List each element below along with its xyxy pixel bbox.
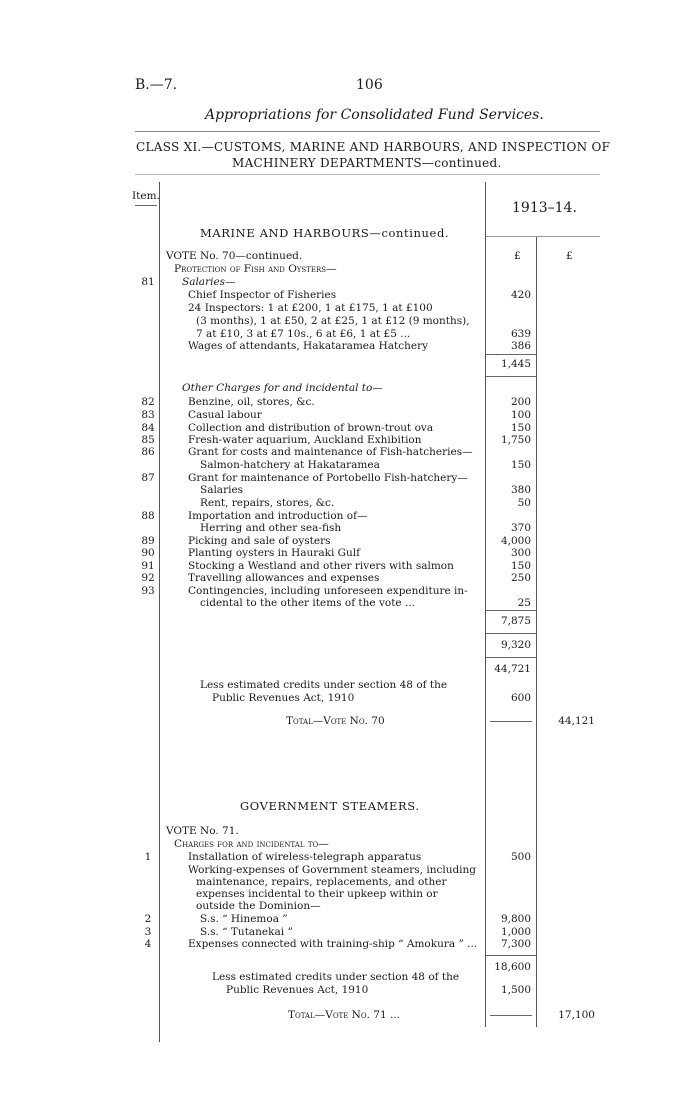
year-header-rule (486, 236, 600, 237)
line-item-amount: 100 (510, 409, 531, 421)
line-item-amount: 639 (510, 328, 531, 340)
item-header-rule (135, 205, 157, 206)
line-item-text: Working-expenses of Government steamers, including (188, 864, 477, 876)
line-item-amount: 4,000 (500, 535, 531, 547)
page-number: 106 (356, 77, 383, 93)
line-item-text: (3 months), 1 at £50, 2 at £25, 1 at £12 (9 months), (196, 315, 470, 327)
line-item-text: Grant for maintenance of Portobello Fish-hatchery— (188, 472, 468, 484)
vote-70-heading: VOTE No. 70—continued. (166, 250, 303, 262)
line-item-amount: 500 (510, 851, 531, 863)
amount-column-rule (485, 182, 486, 1027)
item-number: 90 (141, 547, 155, 559)
line-item-text: Picking and sale of oysters (188, 535, 331, 547)
line-item-amount: 1,000 (500, 926, 531, 938)
item-number: 85 (141, 434, 155, 446)
line-item-amount: 250 (510, 572, 531, 584)
line-item-text: S.s. “ Hinemoa ” (200, 913, 288, 925)
item-number: 4 (144, 938, 152, 950)
other-charges-subheading: Other Charges for and incidental to— (182, 382, 383, 394)
item-number: 88 (141, 510, 155, 522)
item-number: 2 (144, 913, 152, 925)
line-item-amount: 1,750 (500, 434, 531, 446)
item-number: 83 (141, 409, 155, 421)
total-column-rule (536, 236, 537, 1027)
steamers-less-credits-amount: 1,500 (500, 984, 531, 996)
document-reference: B.—7. (135, 77, 178, 93)
subtotal-rule (486, 657, 536, 658)
subtotal-rule (486, 633, 536, 634)
vote-70-total-label: Total—Vote No. 70 (286, 715, 385, 727)
subtotal-rule (486, 610, 536, 611)
item-column-header: Item. (132, 190, 160, 202)
fish-oysters-subheading: Protection of Fish and Oysters— (174, 263, 337, 275)
vote-71-heading: VOTE No. 71. (166, 825, 239, 837)
item-number: 86 (141, 446, 155, 458)
year-column-header: 1913–14. (512, 200, 577, 216)
line-item-text: Grant for costs and maintenance of Fish-hatcheries— (188, 446, 473, 458)
vote-70-total-amount: 44,121 (558, 715, 595, 727)
gross-total: 44,721 (494, 663, 531, 675)
salaries-subtotal: 1,445 (500, 358, 531, 370)
subtotal-rule (486, 955, 536, 956)
line-item-text: cidental to the other items of the vote ... (200, 597, 415, 609)
less-credits-line1: Less estimated credits under section 48 of the (200, 679, 448, 691)
item-number: 82 (141, 396, 155, 408)
line-item-text: maintenance, repairs, replacements, and other (196, 876, 447, 888)
line-item-amount: 25 (517, 597, 531, 609)
less-credits-line2: Public Revenues Act, 1910 (212, 692, 355, 704)
steamers-subheading: Charges for and incidental to— (174, 838, 329, 850)
line-item-text: Wages of attendants, Hakataramea Hatchery (188, 340, 429, 352)
subtotal-rule (486, 354, 536, 355)
line-item-text: Expenses connected with training-ship “ Amokura ” ... (188, 938, 478, 950)
item-number: 89 (141, 535, 155, 547)
line-item-text: Installation of wireless-telegraph apparatus (188, 851, 422, 863)
line-item-amount: 50 (517, 497, 531, 509)
line-item-amount: 370 (510, 522, 531, 534)
salaries-subheading: Salaries— (182, 276, 236, 288)
steamers-subtotal: 18,600 (494, 961, 531, 973)
class-heading-line2: MACHINERY DEPARTMENTS—continued. (232, 156, 502, 170)
line-item-amount: 380 (510, 484, 531, 496)
vote-71-total-label: Total—Vote No. 71 ... (288, 1009, 400, 1021)
page-title: Appropriations for Consolidated Fund Services. (205, 107, 544, 123)
item-number: 92 (141, 572, 155, 584)
line-item-amount: 150 (510, 422, 531, 434)
line-item-text: Salmon-hatchery at Hakataramea (200, 459, 380, 471)
line-item-text: 24 Inspectors: 1 at £200, 1 at £175, 1 at £100 (188, 302, 433, 314)
subtotal-rule (486, 376, 536, 377)
pound-sign-total: £ (566, 250, 573, 262)
item-number: 81 (141, 276, 155, 288)
line-item-text: Travelling allowances and expenses (188, 572, 380, 584)
item-number: 1 (144, 851, 152, 863)
line-item-amount: 150 (510, 459, 531, 471)
line-item-amount: 7,300 (500, 938, 531, 950)
line-item-text: 7 at £10, 3 at £7 10s., 6 at £6, 1 at £5 ... (196, 328, 411, 340)
line-item-text: Planting oysters in Hauraki Gulf (188, 547, 361, 559)
line-item-text: Chief Inspector of Fisheries (188, 289, 337, 301)
line-item-text: outside the Dominion— (196, 900, 321, 912)
less-credits-amount: 600 (510, 692, 531, 704)
line-item-text: Contingencies, including unforeseen expenditure in- (188, 585, 468, 597)
line-item-text: expenses incidental to their upkeep within or (196, 888, 438, 900)
line-item-text: Stocking a Westland and other rivers with salmon (188, 560, 454, 572)
line-item-amount: 200 (510, 396, 531, 408)
item-number: 87 (141, 472, 155, 484)
section-heading-marine: MARINE AND HARBOURS—continued. (200, 226, 450, 240)
line-item-amount: 420 (510, 289, 531, 301)
item-number: 3 (144, 926, 152, 938)
section-heading-steamers: GOVERNMENT STEAMERS. (240, 799, 420, 813)
vote-71-total-amount: 17,100 (558, 1009, 595, 1021)
total-rule (490, 721, 532, 722)
line-item-text: Casual labour (188, 409, 262, 421)
combined-subtotal: 9,320 (500, 639, 531, 651)
line-item-text: S.s. “ Tutanekai ” (200, 926, 293, 938)
other-charges-subtotal: 7,875 (500, 615, 531, 627)
line-item-text: Benzine, oil, stores, &c. (188, 396, 315, 408)
line-item-amount: 300 (510, 547, 531, 559)
line-item-amount: 150 (510, 560, 531, 572)
line-item-text: Fresh-water aquarium, Auckland Exhibition (188, 434, 422, 446)
line-item-text: Salaries (200, 484, 244, 496)
item-number: 91 (141, 560, 155, 572)
steamers-less-credits-line2: Public Revenues Act, 1910 (226, 984, 369, 996)
line-item-amount: 386 (510, 340, 531, 352)
line-item-text: Herring and other sea-fish (200, 522, 342, 534)
steamers-less-credits-line1: Less estimated credits under section 48 of the (212, 971, 460, 983)
line-item-text: Importation and introduction of— (188, 510, 368, 522)
pound-sign-amount: £ (514, 250, 521, 262)
total-rule (490, 1015, 532, 1016)
class-heading-line1: CLASS XI.—CUSTOMS, MARINE AND HARBOURS, AND INSPECTION OF (136, 140, 611, 154)
title-rule (135, 131, 600, 132)
item-number: 93 (141, 585, 155, 597)
line-item-text: Rent, repairs, stores, &c. (200, 497, 335, 509)
class-rule (135, 174, 600, 175)
line-item-amount: 9,800 (500, 913, 531, 925)
line-item-text: Collection and distribution of brown-trout ova (188, 422, 434, 434)
item-number: 84 (141, 422, 155, 434)
